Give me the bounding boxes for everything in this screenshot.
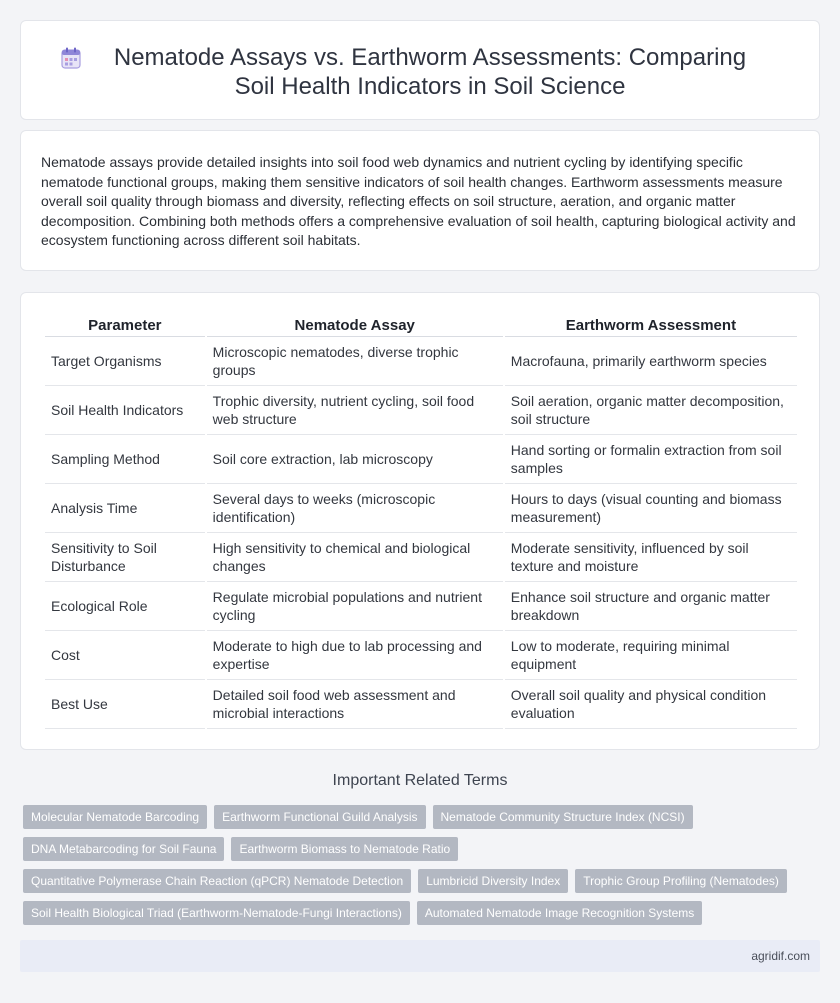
footer [20, 940, 820, 972]
tag-row [23, 837, 813, 861]
table-row [45, 386, 797, 435]
row-nematode: Several days to weeks (microscopic identification) [207, 484, 503, 533]
row-nematode: Moderate to high due to lab processing and expertise [207, 631, 503, 680]
row-parameter: Analysis Time [45, 484, 205, 533]
row-parameter: Cost [45, 631, 205, 680]
row-nematode: Detailed soil food web assessment and microbial interactions [207, 680, 503, 729]
footer-site-link[interactable]: agridif.com [751, 949, 810, 963]
intro-card [20, 130, 820, 271]
header-parameter: Parameter [45, 315, 205, 337]
table-row [45, 337, 797, 386]
row-earthworm: Moderate sensitivity, influenced by soil texture and moisture [505, 533, 797, 582]
related-terms-tags [23, 805, 813, 933]
row-parameter: Best Use [45, 680, 205, 729]
tag-row [23, 805, 813, 829]
related-term-tag[interactable]: Trophic Group Profiling (Nematodes) [575, 869, 787, 893]
header-nematode-assay: Nematode Assay [207, 315, 503, 337]
table-row [45, 582, 797, 631]
row-earthworm: Overall soil quality and physical condition evaluation [505, 680, 797, 729]
table-row [45, 631, 797, 680]
related-term-tag[interactable]: Molecular Nematode Barcoding [23, 805, 207, 829]
related-term-tag[interactable]: Earthworm Functional Guild Analysis [214, 805, 425, 829]
related-terms-title: Important Related Terms [332, 772, 508, 789]
row-nematode: Soil core extraction, lab microscopy [207, 435, 503, 484]
row-parameter: Target Organisms [45, 337, 205, 386]
page-title: Nematode Assays vs. Earthworm Assessments: Comparing Soil Health Indicators in Soil Science [113, 44, 747, 100]
table-row [45, 484, 797, 533]
intro-paragraph: Nematode assays provide detailed insights into soil food web dynamics and nutrient cycling by identifying specific nematode functional groups, making them sensitive indicators of soil health changes. Earthworm assessments measure overall soil quality through biomass and diversity, reflecting effects on soil structure, aeration, and organic matter decomposition. Combining both methods offers a comprehensive evaluation of soil health, capturing biological activity and ecosystem functioning across different soil habitats. [41, 154, 796, 248]
row-parameter: Soil Health Indicators [45, 386, 205, 435]
header-earthworm-assessment: Earthworm Assessment [505, 315, 797, 337]
row-earthworm: Enhance soil structure and organic matter breakdown [505, 582, 797, 631]
tag-row [23, 901, 813, 925]
row-earthworm: Hours to days (visual counting and biomass measurement) [505, 484, 797, 533]
title-card [20, 20, 820, 120]
table-row [45, 533, 797, 582]
tag-row [23, 869, 813, 893]
related-term-tag[interactable]: Automated Nematode Image Recognition Systems [417, 901, 702, 925]
related-term-tag[interactable]: Quantitative Polymerase Chain Reaction (qPCR) Nematode Detection [23, 869, 411, 893]
row-parameter: Ecological Role [45, 582, 205, 631]
row-earthworm: Macrofauna, primarily earthworm species [505, 337, 797, 386]
table-row [45, 435, 797, 484]
row-parameter: Sampling Method [45, 435, 205, 484]
related-term-tag[interactable]: Nematode Community Structure Index (NCSI) [433, 805, 693, 829]
related-term-tag[interactable]: Soil Health Biological Triad (Earthworm-Nematode-Fungi Interactions) [23, 901, 410, 925]
row-earthworm: Soil aeration, organic matter decomposition, soil structure [505, 386, 797, 435]
related-term-tag[interactable]: Earthworm Biomass to Nematode Ratio [231, 837, 458, 861]
table-row [45, 680, 797, 729]
comparison-table [43, 315, 799, 729]
related-term-tag[interactable]: Lumbricid Diversity Index [418, 869, 568, 893]
row-earthworm: Hand sorting or formalin extraction from soil samples [505, 435, 797, 484]
row-nematode: Microscopic nematodes, diverse trophic groups [207, 337, 503, 386]
row-parameter: Sensitivity to Soil Disturbance [45, 533, 205, 582]
row-earthworm: Low to moderate, requiring minimal equipment [505, 631, 797, 680]
table-header-row [45, 315, 797, 337]
row-nematode: Regulate microbial populations and nutrient cycling [207, 582, 503, 631]
row-nematode: High sensitivity to chemical and biological changes [207, 533, 503, 582]
row-nematode: Trophic diversity, nutrient cycling, soil food web structure [207, 386, 503, 435]
comparison-table-card [20, 292, 820, 750]
related-term-tag[interactable]: DNA Metabarcoding for Soil Fauna [23, 837, 224, 861]
